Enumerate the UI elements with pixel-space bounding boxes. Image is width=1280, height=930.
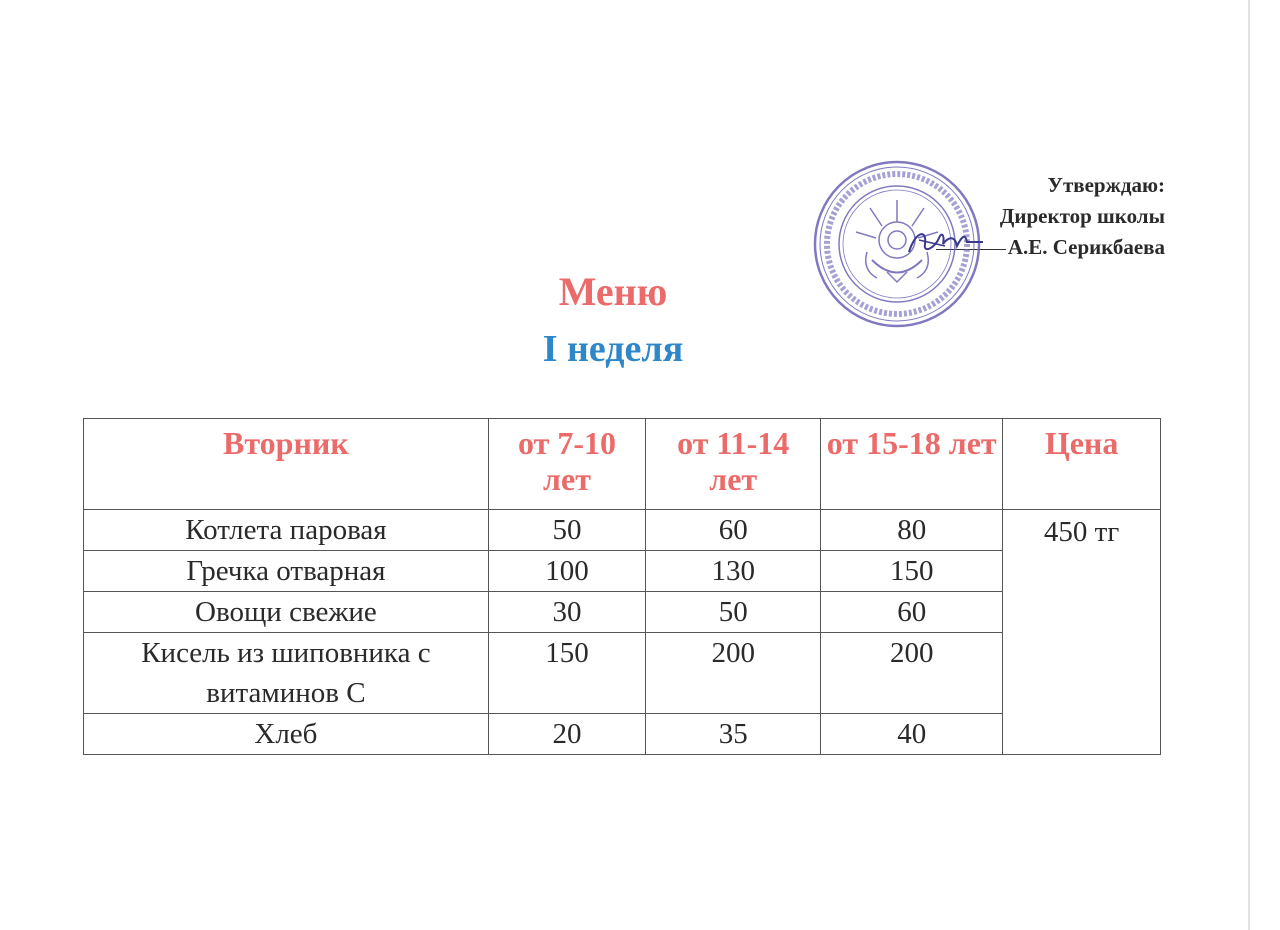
table-header-row bbox=[84, 419, 1161, 510]
header-price: Цена bbox=[1003, 419, 1161, 510]
approval-name: А.Е. Серикбаева bbox=[1007, 235, 1165, 259]
scan-edge bbox=[1248, 0, 1250, 930]
dish-name: Хлеб bbox=[84, 714, 489, 755]
header-age-7-10: от 7-10 лет bbox=[488, 419, 645, 510]
week-subtitle: I неделя bbox=[542, 328, 684, 370]
portion-15-18: 40 bbox=[821, 714, 1003, 755]
table-row bbox=[84, 714, 1161, 755]
dish-name: Котлета паровая bbox=[84, 510, 489, 551]
portion-15-18: 80 bbox=[821, 510, 1003, 551]
portion-15-18: 60 bbox=[821, 592, 1003, 633]
page-title: Меню bbox=[558, 269, 668, 314]
header-day: Вторник bbox=[84, 419, 489, 510]
approval-position: Директор школы bbox=[999, 204, 1165, 228]
portion-11-14: 200 bbox=[646, 633, 821, 714]
portion-11-14: 130 bbox=[646, 551, 821, 592]
portion-7-10: 150 bbox=[488, 633, 645, 714]
header-age-15-18: от 15-18 лет bbox=[821, 419, 1003, 510]
table-row bbox=[84, 633, 1161, 714]
portion-11-14: 50 bbox=[646, 592, 821, 633]
approval-heading: Утверждаю: bbox=[1047, 173, 1165, 197]
table-row bbox=[84, 551, 1161, 592]
portion-15-18: 200 bbox=[821, 633, 1003, 714]
portion-7-10: 50 bbox=[488, 510, 645, 551]
portion-7-10: 100 bbox=[488, 551, 645, 592]
handwritten-signature-icon bbox=[905, 222, 985, 262]
dish-name: Кисель из шиповника с витаминов С bbox=[84, 633, 489, 714]
table-row bbox=[84, 592, 1161, 633]
portion-11-14: 60 bbox=[646, 510, 821, 551]
table-row bbox=[84, 510, 1161, 551]
portion-7-10: 30 bbox=[488, 592, 645, 633]
portion-11-14: 35 bbox=[646, 714, 821, 755]
dish-name: Гречка отварная bbox=[84, 551, 489, 592]
menu-table bbox=[83, 418, 1161, 755]
header-age-11-14: от 11-14 лет bbox=[646, 419, 821, 510]
portion-15-18: 150 bbox=[821, 551, 1003, 592]
dish-name: Овощи свежие bbox=[84, 592, 489, 633]
price-cell: 450 тг bbox=[1003, 510, 1161, 755]
portion-7-10: 20 bbox=[488, 714, 645, 755]
